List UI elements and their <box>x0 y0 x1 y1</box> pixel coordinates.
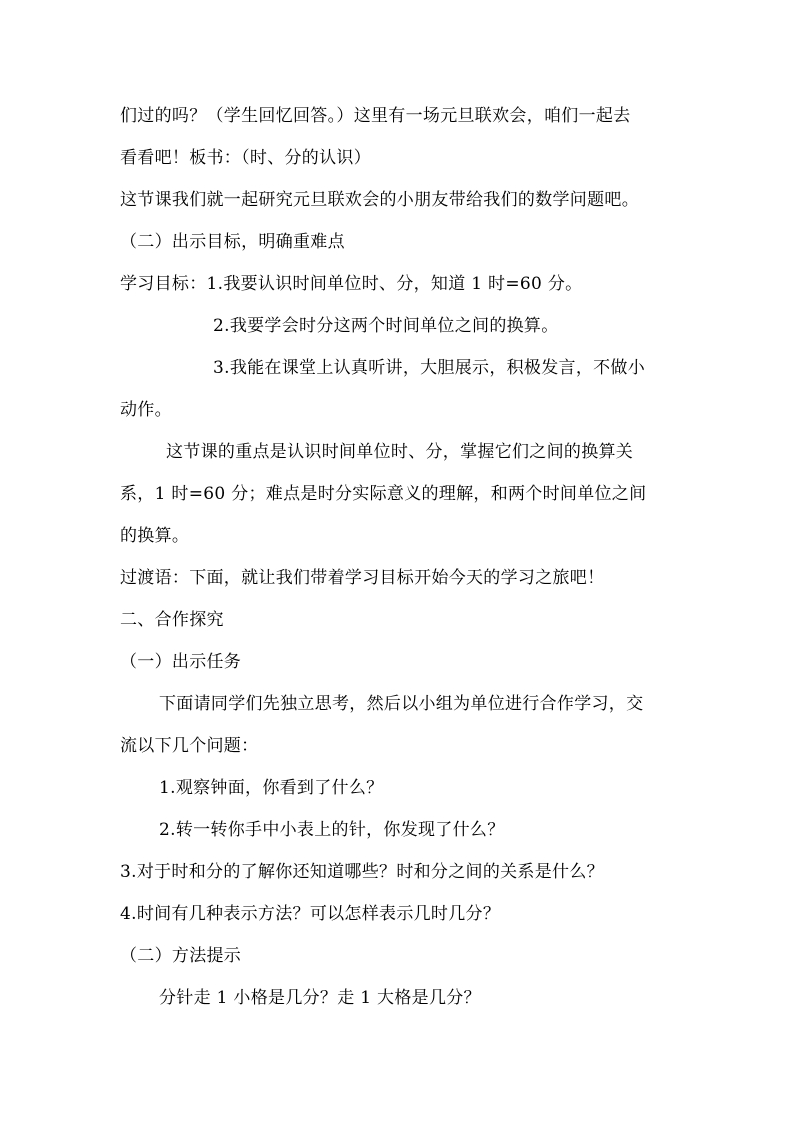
paragraph-line: 系，1 时=60 分；难点是时分实际意义的理解，和两个时间单位之间 <box>120 484 647 504</box>
section-heading: （一）出示任务 <box>120 652 242 672</box>
paragraph-line: 过渡语：下面，就让我们带着学习目标开始今天的学习之旅吧！ <box>120 568 605 588</box>
goal-line: 学习目标：1.我要认识时间单位时、分，知道 1 时=60 分。 <box>120 274 583 294</box>
goal-line: 2.我要学会时分这两个时间单位之间的换算。 <box>213 316 559 336</box>
question-line: 2.转一转你手中小表上的针，你发现了什么？ <box>159 820 505 840</box>
section-heading: （二）方法提示 <box>120 946 242 966</box>
question-line: 3.对于时和分的了解你还知道哪些？时和分之间的关系是什么？ <box>120 862 604 882</box>
paragraph-line: 动作。 <box>120 400 172 420</box>
paragraph-line: 的换算。 <box>120 526 190 546</box>
paragraph-line: 看看吧！板书：（时、分的认识） <box>120 148 371 168</box>
paragraph-line: 们过的吗？（学生回忆回答。）这里有一场元旦联欢会，咱们一起去 <box>120 106 631 126</box>
goal-line: 3.我能在课堂上认真听讲，大胆展示，积极发言，不做小 <box>213 358 646 378</box>
paragraph-line: 流以下几个问题： <box>120 736 259 756</box>
section-heading: （二）出示目标，明确重难点 <box>120 232 345 252</box>
question-line: 1.观察钟面，你看到了什么？ <box>159 778 384 798</box>
paragraph-line: 这节课我们就一起研究元旦联欢会的小朋友带给我们的数学问题吧。 <box>120 190 639 210</box>
question-line: 4.时间有几种表示方法？可以怎样表示几时几分？ <box>120 904 501 924</box>
paragraph-line: 下面请同学们先独立思考，然后以小组为单位进行合作学习，交 <box>159 694 644 714</box>
paragraph-line: 这节课的重点是认识时间单位时、分，掌握它们之间的换算关 <box>166 442 634 462</box>
paragraph-line: 分针走 1 小格是几分？走 1 大格是几分？ <box>159 988 481 1008</box>
section-heading: 二、合作探究 <box>120 610 224 630</box>
